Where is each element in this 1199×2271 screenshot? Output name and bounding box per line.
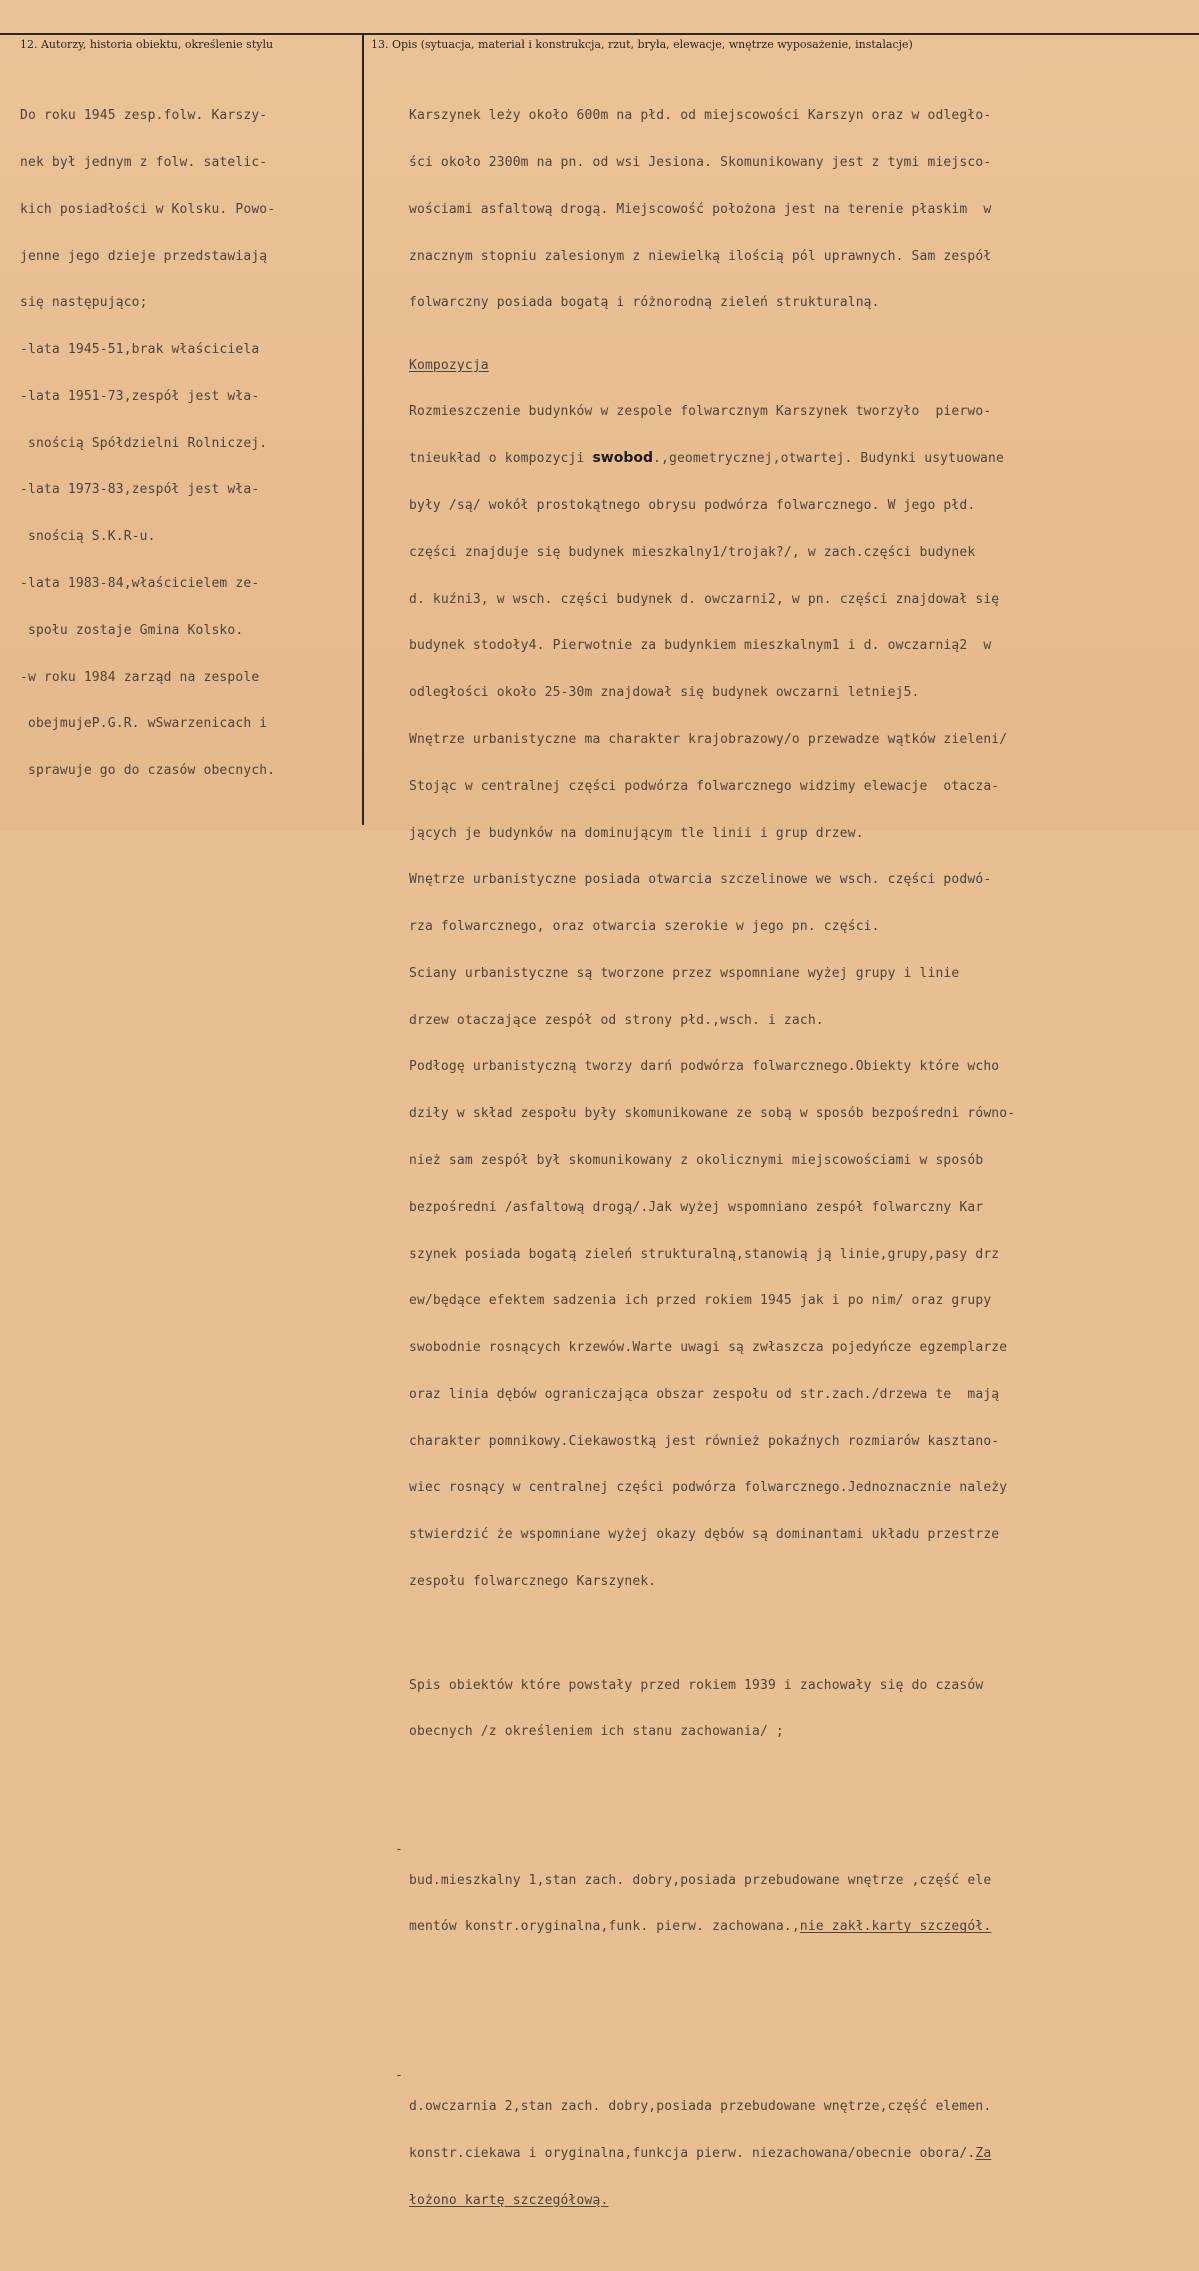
history-line: -lata 1945-51,brak właściciela bbox=[20, 342, 260, 358]
kompozycja-line: wiec rosnący w centralnej części podwórza folwarcznego.Jednoznacznie należy bbox=[409, 1480, 1008, 1496]
item-line bbox=[409, 1919, 1015, 1935]
history-line: obejmujeP.G.R. wSwarzenicach i bbox=[20, 716, 268, 732]
intro-line: folwarczny posiada bogatą i różnorodną zieleń strukturalną. bbox=[409, 295, 880, 311]
header-rule bbox=[0, 33, 1199, 35]
kompozycja-line: budynek stodoły4. Pierwotnie za budynkiem mieszkalnym1 i d. owczarnią2 w bbox=[409, 638, 992, 654]
kompozycja-line: drzew otaczające zespół od strony płd.,wsch. i zach. bbox=[409, 1012, 824, 1028]
item-line: bud.mieszkalny 1,stan zach. dobry,posiada przebudowane wnętrze ,część ele bbox=[409, 1872, 992, 1888]
history-line: snością Spółdzielni Rolniczej. bbox=[20, 435, 268, 451]
kompozycja-line: swobodnie rosnących krzewów.Warte uwagi są zwłaszcza pojedyńcze egzemplarze bbox=[409, 1340, 1008, 1356]
item-bullet: - bbox=[395, 1841, 403, 1857]
kompozycja-line: bezpośredni /asfaltową drogą/.Jak wyżej wspomniano zespół folwarczny Kar bbox=[409, 1199, 984, 1215]
intro-line: Karszynek leży około 600m na płd. od miejscowości Karszyn oraz w odległo- bbox=[409, 108, 992, 124]
spis-line: obecnych /z określeniem ich stanu zachowania/ ; bbox=[409, 1724, 784, 1740]
history-line: -w roku 1984 zarząd na zespole bbox=[20, 669, 260, 685]
kompozycja-line: Wnętrze urbanistyczne ma charakter krajobrazowy/o przewadze wątków zieleni/ bbox=[409, 731, 1008, 747]
kompozycja-line: jących je budynków na dominującym tle linii i grup drzew. bbox=[409, 825, 864, 841]
history-line: się następująco; bbox=[20, 295, 148, 311]
section-13-header: 13. Opis (sytuacja, materiał i konstrukcja, rzut, bryła, elewacje, wnętrze wyposażenie, instalacje) bbox=[371, 38, 913, 51]
history-line: -lata 1951-73,zespół jest wła- bbox=[20, 388, 260, 404]
history-line: -lata 1973-83,zespół jest wła- bbox=[20, 482, 260, 498]
spis-line: Spis obiektów które powstały przed rokiem 1939 i zachowały się do czasów bbox=[409, 1677, 984, 1693]
item-note: łożono kartę szczegółową. bbox=[409, 2192, 609, 2208]
item-line bbox=[409, 2146, 1015, 2162]
kompozycja-heading: Kompozycja bbox=[409, 357, 489, 373]
object-item bbox=[395, 2052, 1015, 2239]
kompozycja-line: dziły w skład zespołu były skomunikowane ze sobą w sposób bezpośredni równo- bbox=[409, 1106, 1016, 1122]
history-line: nek był jednym z folw. satelic- bbox=[20, 154, 268, 170]
kompozycja-line: charakter pomnikowy.Ciekawostką jest również pokaźnych rozmiarów kasztano- bbox=[409, 1433, 1000, 1449]
item-bullet: - bbox=[395, 2067, 403, 2083]
kompozycja-line: oraz linia dębów ograniczająca obszar zespołu od str.zach./drzewa te mają bbox=[409, 1386, 1000, 1402]
history-line: kich posiadłości w Kolsku. Powo- bbox=[20, 201, 276, 217]
kompozycja-line: Rozmieszczenie budynków w zespole folwarcznym Karszynek tworzyło pierwo- bbox=[409, 404, 992, 420]
kompozycja-line: nież sam zespół był skomunikowany z okolicznymi miejscowościami w sposób bbox=[409, 1152, 984, 1168]
item-text: mentów konstr.oryginalna,funk. pierw. zachowana., bbox=[409, 1919, 800, 1935]
handwritten-correction: swobod bbox=[592, 450, 654, 467]
history-line: Do roku 1945 zesp.folw. Karszy- bbox=[20, 108, 268, 124]
item-text: konstr.ciekawa i oryginalna,funkcja pierw. niezachowana/obecnie obora/. bbox=[409, 2145, 976, 2161]
kompozycja-line bbox=[409, 451, 1015, 467]
section-12-header: 12. Autorzy, historia obiektu, określenie stylu bbox=[20, 38, 274, 51]
kompozycja-text: tnieukład o kompozycji bbox=[409, 451, 593, 467]
kompozycja-line: Stojąc w centralnej części podwórza folwarcznego widzimy elewacje otacza- bbox=[409, 778, 1000, 794]
item-note: nie zakł.karty szczegół. bbox=[799, 1919, 992, 1935]
intro-line: znacznym stopniu zalesionym z niewielką ilością pól uprawnych. Sam zespół bbox=[409, 248, 992, 264]
object-item bbox=[395, 1826, 1015, 1966]
kompozycja-text: .,geometrycznej,otwartej. Budynki usytuowane bbox=[653, 451, 1004, 467]
kompozycja-line: ew/będące efektem sadzenia ich przed rokiem 1945 jak i po nim/ oraz grupy bbox=[409, 1293, 992, 1309]
kompozycja-line: zespołu folwarcznego Karszynek. bbox=[409, 1574, 657, 1589]
history-line: jenne jego dzieje przedstawiają bbox=[20, 248, 268, 264]
description-text bbox=[395, 77, 1016, 2271]
kompozycja-line: szynek posiada bogatą zieleń strukturalną,stanowią ją linie,grupy,pasy drz bbox=[409, 1246, 1000, 1262]
history-line: sprawuje go do czasów obecnych. bbox=[20, 763, 276, 779]
kompozycja-line: Podłogę urbanistyczną tworzy darń podwórza folwarcznego.Obiekty które wcho bbox=[409, 1059, 1000, 1075]
history-line: społu zostaje Gmina Kolsko. bbox=[20, 622, 244, 638]
kompozycja-line: stwierdzić że wspomniane wyżej okazy dębów są dominantami układu przestrze bbox=[409, 1527, 1000, 1543]
history-line: -lata 1983-84,właścicielem ze- bbox=[20, 576, 260, 591]
column-divider bbox=[362, 33, 364, 825]
kompozycja-line: części znajduje się budynek mieszkalny1/trojak?/, w zach.części budynek bbox=[409, 544, 976, 560]
kompozycja-line: Wnętrze urbanistyczne posiada otwarcia szczelinowe we wsch. części podwó- bbox=[409, 872, 992, 888]
kompozycja-line: d. kuźni3, w wsch. części budynek d. owczarni2, w pn. części znajdował się bbox=[409, 591, 1000, 607]
kompozycja-line: Sciany urbanistyczne są tworzone przez wspomniane wyżej grupy i linie bbox=[409, 965, 960, 981]
kompozycja-line: były /są/ wokół prostokątnego obrysu podwórza folwarcznego. W jego płd. bbox=[409, 498, 976, 514]
history-line: snością S.K.R-u. bbox=[20, 529, 156, 545]
kompozycja-line: rza folwarcznego, oraz otwarcia szerokie w jego pn. części. bbox=[409, 919, 880, 935]
kompozycja-line: odległości około 25-30m znajdował się budynek owczarni letniej5. bbox=[409, 685, 920, 701]
item-line: d.owczarnia 2,stan zach. dobry,posiada przebudowane wnętrze,część elemen. bbox=[409, 2099, 992, 2114]
intro-line: wościami asfaltową drogą. Miejscowość położona jest na terenie płaskim w bbox=[409, 201, 992, 217]
item-note: Za bbox=[975, 2145, 992, 2161]
intro-line: ści około 2300m na pn. od wsi Jesiona. Skomunikowany jest z tymi miejsco- bbox=[409, 154, 992, 170]
history-text bbox=[20, 77, 275, 810]
